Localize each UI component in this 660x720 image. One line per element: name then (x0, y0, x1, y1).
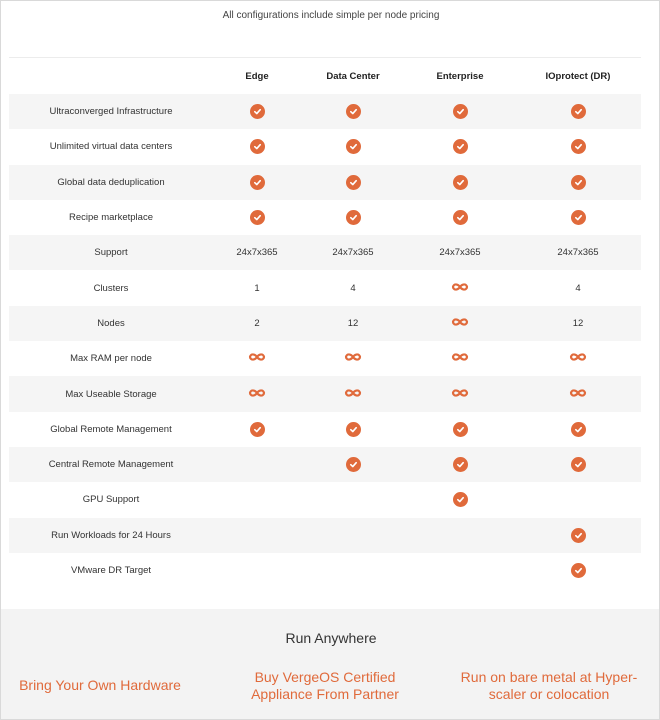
feature-label: VMware DR Target (70, 565, 152, 576)
cell-data-center (301, 341, 405, 376)
cell-enterprise: 24x7x365 (439, 247, 481, 259)
header-feature (9, 58, 213, 94)
cell-ioprotect (515, 553, 641, 588)
table-row (9, 129, 641, 164)
cell-enterprise (405, 412, 515, 447)
cell-edge (213, 376, 301, 411)
cell-edge: 24x7x365 (236, 247, 278, 259)
infinity-icon (451, 282, 469, 295)
cell-edge (213, 447, 301, 482)
cell-ioprotect: 12 (572, 317, 584, 329)
check-icon (571, 563, 586, 578)
cell-edge (213, 94, 301, 129)
cell-enterprise (405, 482, 515, 517)
check-icon (571, 104, 586, 119)
feature-label: Global Remote Management (50, 423, 172, 435)
check-icon (571, 139, 586, 154)
cell-ioprotect (515, 412, 641, 447)
certified-appliance-link[interactable]: Buy VergeOS Certified Appliance From Partner (251, 669, 399, 702)
infinity-icon (248, 352, 266, 365)
cell-edge (213, 553, 301, 588)
header-enterprise: Enterprise (436, 70, 484, 82)
pricing-comparison-table (9, 57, 641, 588)
cell-enterprise (405, 553, 515, 588)
check-icon (453, 422, 468, 437)
header-ioprotect: IOprotect (DR) (545, 70, 611, 82)
cell-data-center: 24x7x365 (332, 247, 374, 259)
check-icon (250, 104, 265, 119)
check-icon (453, 139, 468, 154)
cell-edge (213, 165, 301, 200)
check-icon (453, 210, 468, 225)
cell-ioprotect (515, 482, 641, 517)
table-header-row (9, 58, 641, 94)
cell-data-center (301, 447, 405, 482)
bring-your-own-hardware-link[interactable]: Bring Your Own Hardware (19, 677, 181, 693)
table-row (9, 306, 641, 341)
header-data-center: Data Center (326, 70, 380, 82)
cell-ioprotect (515, 376, 641, 411)
check-icon (250, 422, 265, 437)
cell-edge (213, 518, 301, 553)
cell-ioprotect (515, 200, 641, 235)
table-row (9, 341, 641, 376)
feature-label: Support (94, 247, 128, 259)
cell-enterprise (405, 165, 515, 200)
cell-ioprotect (515, 341, 641, 376)
check-icon (346, 422, 361, 437)
cell-ioprotect (515, 94, 641, 129)
feature-label: Max RAM per node (70, 353, 152, 365)
check-icon (571, 528, 586, 543)
cell-edge (213, 412, 301, 447)
cell-data-center (301, 165, 405, 200)
table-row (9, 447, 641, 482)
check-icon (250, 175, 265, 190)
cell-enterprise (405, 341, 515, 376)
table-row (9, 200, 641, 235)
cell-enterprise (405, 518, 515, 553)
cell-data-center (301, 94, 405, 129)
check-icon (346, 104, 361, 119)
cell-ioprotect (515, 129, 641, 164)
cell-ioprotect (515, 518, 641, 553)
table-row (9, 270, 641, 305)
cell-data-center (301, 129, 405, 164)
check-icon (453, 457, 468, 472)
cell-data-center (301, 482, 405, 517)
feature-label: Nodes (97, 317, 125, 329)
table-row (9, 94, 641, 129)
check-icon (250, 139, 265, 154)
table-row (9, 412, 641, 447)
check-icon (453, 104, 468, 119)
table-row (9, 165, 641, 200)
table-row (9, 376, 641, 411)
run-anywhere-section (1, 609, 660, 720)
cell-edge (213, 200, 301, 235)
infinity-icon (248, 388, 266, 401)
infinity-icon (569, 352, 587, 365)
cell-ioprotect: 4 (575, 282, 581, 294)
cell-edge: 2 (254, 317, 260, 329)
check-icon (571, 457, 586, 472)
cell-data-center (301, 200, 405, 235)
cell-ioprotect: 24x7x365 (557, 247, 599, 259)
pricing-subtitle: All configurations include simple per node pricing (222, 10, 440, 21)
feature-label: Clusters (93, 282, 129, 294)
cell-data-center (301, 518, 405, 553)
infinity-icon (451, 317, 469, 330)
run-anywhere-title: Run Anywhere (285, 630, 377, 646)
check-icon (346, 210, 361, 225)
cell-edge (213, 129, 301, 164)
table-row (9, 518, 641, 553)
cell-enterprise (405, 447, 515, 482)
cell-data-center (301, 412, 405, 447)
feature-label: Run Workloads for 24 Hours (51, 529, 171, 541)
feature-label: GPU Support (82, 494, 140, 506)
check-icon (250, 210, 265, 225)
check-icon (571, 210, 586, 225)
cell-edge: 1 (254, 282, 260, 294)
cell-data-center: 12 (347, 317, 359, 329)
check-icon (346, 139, 361, 154)
feature-label: Unlimited virtual data centers (49, 141, 173, 153)
table-row (9, 482, 641, 517)
cell-data-center: 4 (350, 282, 356, 294)
check-icon (453, 492, 468, 507)
cell-enterprise (405, 270, 515, 305)
cell-ioprotect (515, 447, 641, 482)
feature-label: Recipe marketplace (69, 212, 153, 224)
header-edge: Edge (245, 70, 269, 82)
feature-label: Ultraconverged Infrastructure (49, 106, 173, 118)
cell-ioprotect (515, 165, 641, 200)
cell-data-center (301, 553, 405, 588)
infinity-icon (451, 352, 469, 365)
infinity-icon (451, 388, 469, 401)
cell-enterprise (405, 94, 515, 129)
cell-enterprise (405, 306, 515, 341)
cell-enterprise (405, 376, 515, 411)
infinity-icon (344, 352, 362, 365)
check-icon (346, 457, 361, 472)
table-row (9, 235, 641, 270)
bare-metal-hyperscaler-link[interactable]: Run on bare metal at Hyper-scaler or colocation (460, 669, 638, 702)
infinity-icon (344, 388, 362, 401)
cell-enterprise (405, 200, 515, 235)
cell-enterprise (405, 129, 515, 164)
check-icon (571, 422, 586, 437)
feature-label: Global data deduplication (57, 176, 165, 188)
check-icon (571, 175, 586, 190)
cell-data-center (301, 376, 405, 411)
table-row (9, 553, 641, 588)
check-icon (453, 175, 468, 190)
check-icon (346, 175, 361, 190)
feature-label: Central Remote Management (48, 459, 174, 471)
feature-label: Max Useable Storage (65, 388, 157, 400)
cell-edge (213, 341, 301, 376)
infinity-icon (569, 388, 587, 401)
cell-edge (213, 482, 301, 517)
